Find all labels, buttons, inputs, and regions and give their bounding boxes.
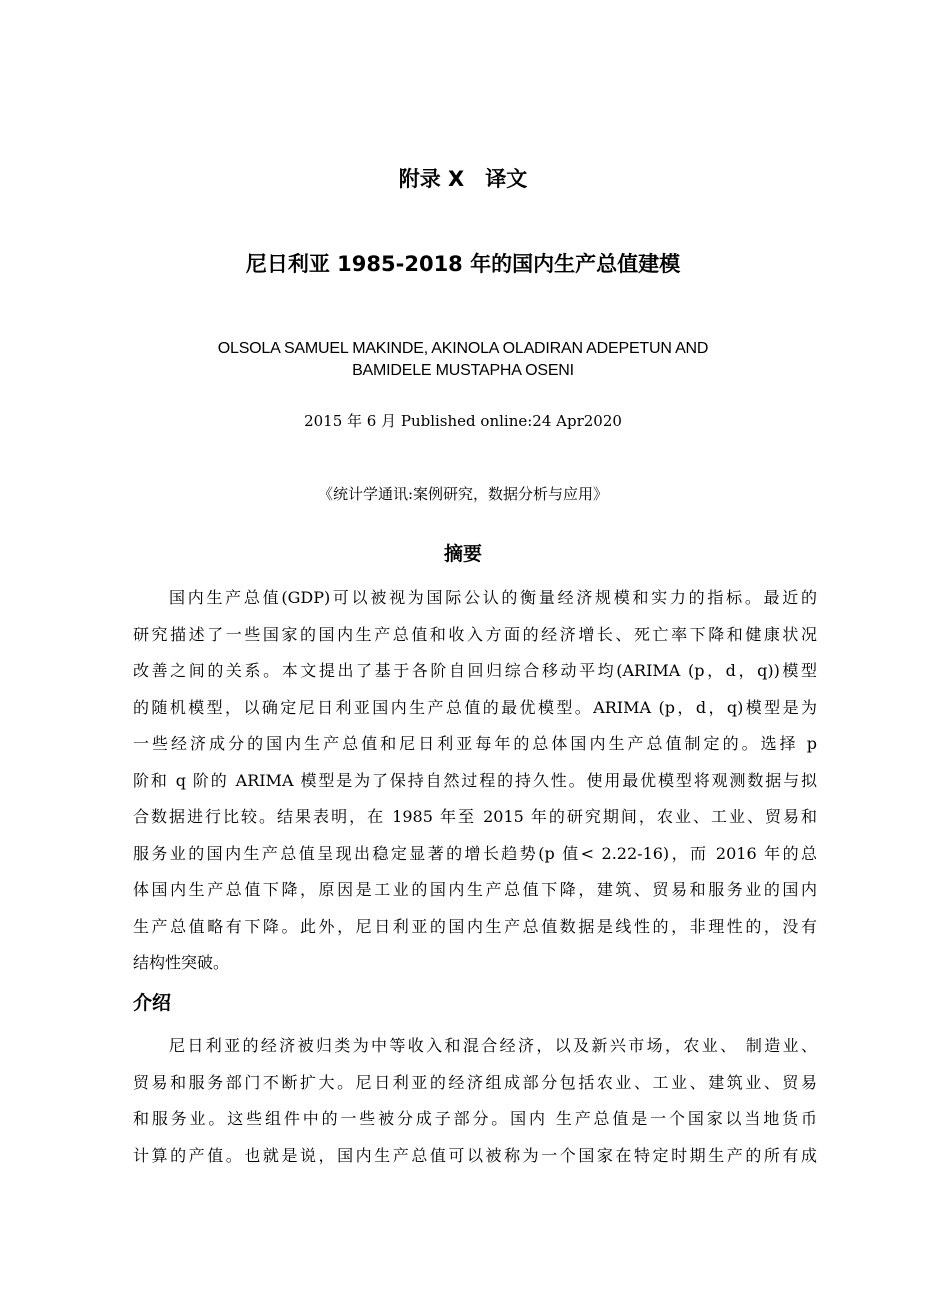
paper-title: 尼日利亚 1985-2018 年的国内生产总值建模 <box>245 252 681 276</box>
abstract-line: 阶和 q 阶的 ARIMA 模型是为了保持自然过程的持久性。使用最优模型将观测数据与拟 <box>133 770 817 790</box>
journal-name: 《统计学通讯:案例研究，数据分析与应用》 <box>317 485 609 503</box>
abstract-line: 体国内生产总值下降，原因是工业的国内生产总值下降，建筑、贸易和服务业的国内 <box>133 880 817 899</box>
introduction-line: 和服务业。这些组件中的一些被分成子部分。国内 生产总值是一个国家以当地货币 <box>133 1109 817 1128</box>
abstract-line: 生产总值略有下降。此外，尼日利亚的国内生产总值数据是线性的，非理性的，没有 <box>133 916 817 936</box>
abstract-body <box>133 580 817 982</box>
author-line: OLSOLA SAMUEL MAKINDE, AKINOLA OLADIRAN ADEPETUN AND <box>217 340 709 357</box>
appendix-title: 附录 X 译文 <box>398 167 528 191</box>
abstract-line: 国内生产总值(GDP)可以被视为国际公认的衡量经济规模和实力的指标。最近的 <box>169 588 817 607</box>
abstract-line: 结构性突破。 <box>133 953 230 972</box>
introduction-line: 计算的产值。也就是说，国内生产总值可以被称为一个国家在特定时期生产的所有成 <box>133 1145 817 1165</box>
abstract-line: 合数据进行比较。结果表明，在 1985 年至 2015 年的研究期间，农业、工业、贸易和 <box>133 807 817 826</box>
abstract-line: 改善之间的关系。本文提出了基于各阶自回归综合移动平均(ARIMA (p，d，q))模型 <box>133 661 817 680</box>
introduction-body <box>133 1028 817 1174</box>
abstract-line: 服务业的国内生产总值呈现出稳定显著的增长趋势(p 值< 2.22-16)，而 2016 年的总 <box>133 843 817 863</box>
abstract-line: 研究描述了一些国家的国内生产总值和收入方面的经济增长、死亡率下降和健康状况 <box>133 624 817 644</box>
introduction-line: 贸易和服务部门不断扩大。尼日利亚的经济组成部分包括农业、工业、建筑业、贸易 <box>133 1072 817 1092</box>
publication-date: 2015 年 6 月 Published online:24 Apr2020 <box>304 412 622 430</box>
author-list <box>0 338 926 382</box>
abstract-line: 一些经济成分的国内生产总值和尼日利亚每年的总体国内生产总值制定的。选择 p <box>133 734 817 753</box>
introduction-line: 尼日利亚的经济被归类为中等收入和混合经济，以及新兴市场，农业、 制造业、 <box>169 1036 817 1055</box>
abstract-heading: 摘要 <box>443 543 482 565</box>
abstract-line: 的随机模型，以确定尼日利亚国内生产总值的最优模型。ARIMA (p，d，q)模型是为 <box>133 697 817 717</box>
author-line: BAMIDELE MUSTAPHA OSENI <box>352 362 574 379</box>
introduction-heading: 介绍 <box>133 992 172 1014</box>
